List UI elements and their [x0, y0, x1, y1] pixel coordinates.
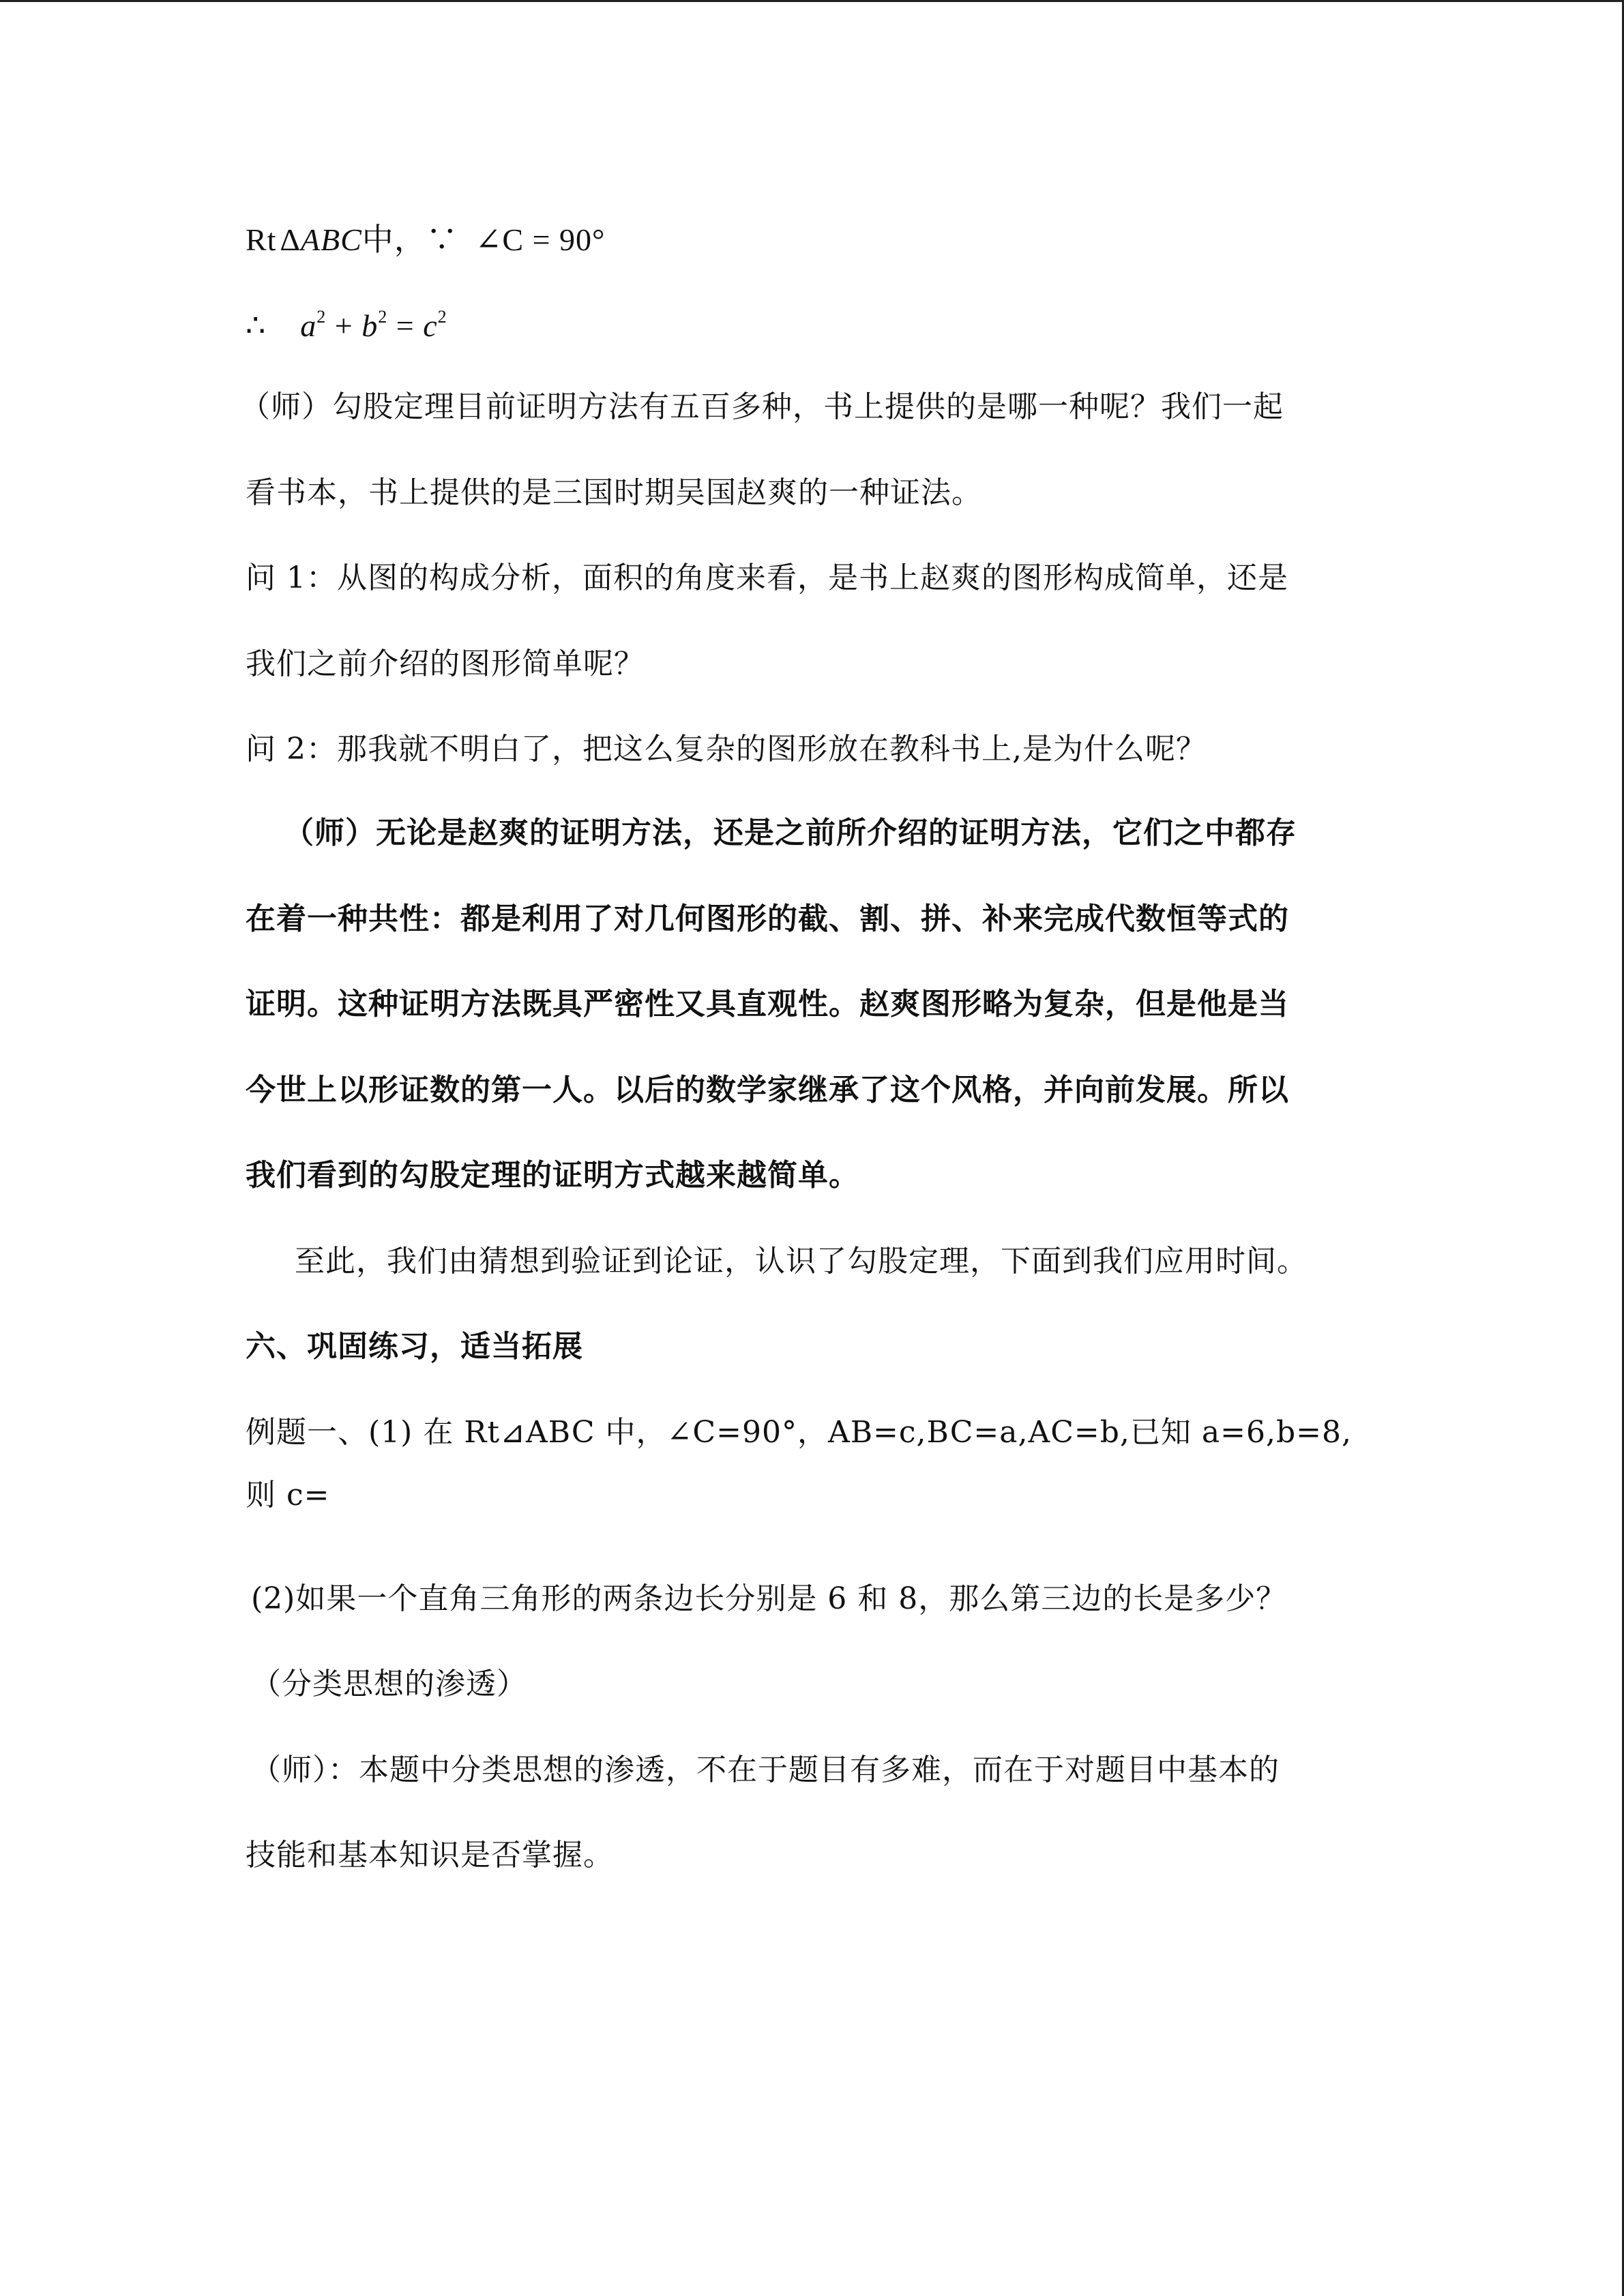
formula-plus: + [334, 308, 353, 343]
formula-sq-a: 2 [316, 307, 327, 327]
example-1-answer: 则 c= [246, 1478, 330, 1512]
paragraph-line: （师）勾股定理目前证明方法有五百多种，书上提供的是哪一种呢？我们一起 [240, 389, 1284, 424]
teacher-comment-line: 技能和基本知识是否掌握。 [246, 1838, 614, 1873]
formula-sq-c: 2 [437, 307, 447, 327]
question-2-line: 问 2：那我就不明白了，把这么复杂的图形放在教科书上,是为什么呢？ [246, 732, 1207, 766]
formula-b: b [361, 308, 379, 343]
paragraph-line: 我们之前介绍的图形简单呢？ [246, 646, 645, 681]
formula-zhong: 中 [361, 222, 394, 257]
formula-line-2 [246, 305, 1378, 346]
formula-rt: Rt [246, 222, 277, 257]
formula-line-1 [246, 220, 1378, 260]
formula-sq-b: 2 [378, 307, 388, 327]
formula-equals: = [396, 308, 415, 343]
formula-abc: ABC [300, 222, 362, 257]
section-heading: 六、巩固练习，适当拓展 [246, 1329, 583, 1364]
formula-angle: ∠C = 90° [475, 222, 606, 257]
page-top-border [0, 0, 1624, 2]
formula-delta: Δ [280, 222, 301, 257]
example-2-line: (2)如果一个直角三角形的两条边长分别是 6 和 8，那么第三边的长是多少？ [251, 1581, 1287, 1616]
bold-paragraph-line: 证明。这种证明方法既具严密性又具直观性。赵爽图形略为复杂，但是他是当 [246, 987, 1289, 1022]
question-1-line: 问 1：从图的构成分析，面积的角度来看，是书上赵爽的图形构成简单，还是 [246, 561, 1288, 595]
example-2-note: （分类思想的渗透） [251, 1667, 527, 1701]
formula-because: ，∵ [394, 222, 458, 257]
example-1-line: 例题一、(1) 在 Rt⊿ABC 中，∠C=90°，AB=c,BC=a,AC=b,已知 a=6,b=8, [246, 1415, 1352, 1450]
bold-paragraph-line: 我们看到的勾股定理的证明方式越来越简单。 [246, 1158, 859, 1193]
bold-paragraph-line: 今世上以形证数的第一人。以后的数学家继承了这个风格，并向前发展。所以 [246, 1073, 1289, 1107]
formula-therefore: ∴ [246, 308, 267, 343]
bold-paragraph-line: 在着一种共性：都是利用了对几何图形的截、割、拼、补来完成代数恒等式的 [246, 901, 1289, 936]
paragraph-line: 看书本，书上提供的是三国时期吴国赵爽的一种证法。 [246, 475, 982, 510]
teacher-comment-line: （师）：本题中分类思想的渗透，不在于题目有多难，而在于对题目中基本的 [251, 1753, 1280, 1787]
formula-c: c [423, 308, 438, 343]
paragraph-line: 至此，我们由猜想到验证到论证，认识了勾股定理，下面到我们应用时间。 [295, 1244, 1308, 1279]
bold-paragraph-line: （师）无论是赵爽的证明方法，还是之前所介绍的证明方法，它们之中都存 [284, 816, 1297, 850]
formula-a: a [300, 308, 317, 343]
